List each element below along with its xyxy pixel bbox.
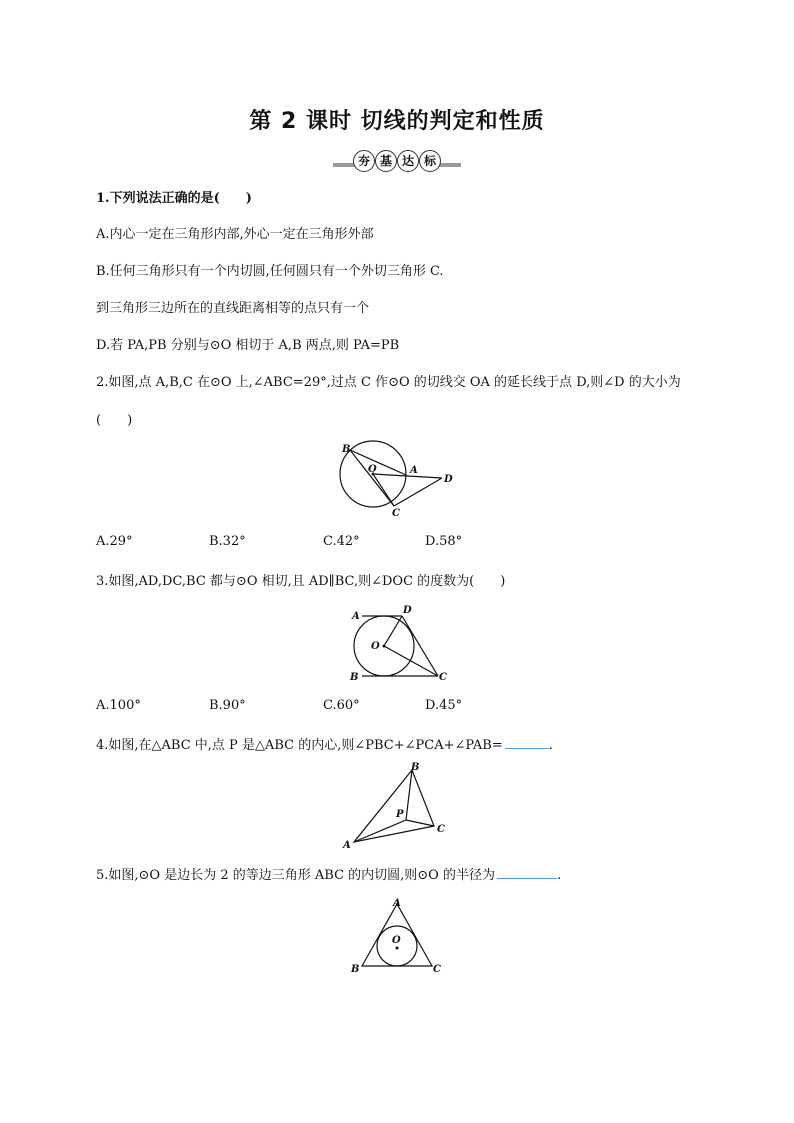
q4-label-c: C [437, 824, 445, 835]
q4-answer-blank[interactable] [505, 736, 549, 749]
q3-label-d: D [403, 605, 412, 616]
q5-center-dot [396, 947, 399, 950]
badge-char-3: 达 [397, 150, 419, 172]
q2-stem: 2.如图,点 A,B,C 在⊙O 上,∠ABC=29°,过点 C 作⊙O 的切线交 OA 的延长线于点 D,则∠D 的大小为 [96, 375, 681, 390]
q2-choice-a: A.29° [96, 534, 133, 549]
q4-stem: 4.如图,在△ABC 中,点 P 是△ABC 的内心,则∠PBC+∠PCA+∠PAB= [96, 738, 503, 753]
q1-option-b: B.任何三角形只有一个内切圆,任何圆只有一个外切三角形 C. [96, 264, 444, 279]
q5-label-b: B [351, 964, 360, 975]
q2-choice-c: C.42° [323, 534, 360, 549]
q1-stem: 1.下列说法正确的是( ) [96, 191, 252, 206]
q4-segment-pc [406, 820, 434, 826]
q2-paren: ( ) [96, 413, 133, 428]
q4-segment-pb [406, 770, 412, 820]
q3-segment-oc [384, 646, 438, 676]
q4-triangle [354, 770, 434, 842]
q5-label-c: C [433, 964, 441, 975]
q2-segment-od [373, 474, 442, 478]
q3-figure [340, 600, 460, 684]
q5-label-o: O [392, 935, 401, 946]
q2-segment-ba [350, 450, 406, 475]
q5-end: . [556, 868, 562, 883]
page-title: 第 2 课时 切线的判定和性质 [249, 109, 545, 134]
q3-choice-c: C.60° [323, 698, 360, 713]
q2-label-c: C [392, 508, 400, 519]
q5-incircle [377, 926, 417, 966]
q3-label-o: O [371, 641, 380, 652]
q4-segment-pa [354, 820, 406, 842]
q3-segment-od [384, 616, 402, 646]
q2-choice-b: B.32° [209, 534, 246, 549]
q5-stem: 5.如图,⊙O 是边长为 2 的等边三角形 ABC 的内切圆,则⊙O 的半径为 [96, 868, 495, 883]
q4-label-a: A [343, 840, 351, 851]
q2-label-a: A [410, 465, 418, 476]
q3-stem: 3.如图,AD,DC,BC 都与⊙O 相切,且 AD∥BC,则∠DOC 的度数为( ) [96, 574, 506, 589]
q1-option-d: D.若 PA,PB 分别与⊙O 相切于 A,B 两点,则 PA=PB [96, 338, 400, 353]
q4-label-p: P [396, 809, 404, 820]
q5-figure [344, 896, 454, 978]
badge-char-4: 标 [419, 150, 441, 172]
q3-tangent-dc [402, 616, 438, 676]
q2-label-d: D [444, 474, 453, 485]
q2-choice-d: D.58° [425, 534, 463, 549]
q4-figure [340, 762, 460, 852]
badge-right-bar [439, 163, 461, 167]
q3-label-b: B [350, 672, 359, 683]
q3-choice-d: D.45° [425, 698, 463, 713]
q1-option-c: 到三角形三边所在的直线距离相等的点只有一个 [96, 301, 370, 316]
q4-line [96, 734, 553, 753]
q2-label-o: O [368, 464, 377, 475]
badge-char-2: 基 [375, 150, 397, 172]
q5-label-a: A [393, 898, 401, 909]
q3-center-dot [383, 645, 386, 648]
q2-figure [330, 440, 470, 520]
q3-choice-b: B.90° [209, 698, 246, 713]
q2-segment-oc [373, 474, 394, 506]
q5-answer-blank[interactable] [497, 866, 557, 879]
section-badge [333, 150, 461, 172]
badge-char-1: 夯 [353, 150, 375, 172]
q3-label-a: A [352, 611, 360, 622]
q5-line [96, 864, 561, 883]
q3-choice-a: A.100° [96, 698, 141, 713]
q1-option-a: A.内心一定在三角形内部,外心一定在三角形外部 [96, 227, 374, 242]
q4-label-b: B [411, 762, 420, 773]
badge-left-bar [333, 163, 355, 167]
q4-end: . [548, 738, 553, 753]
q2-label-b: B [342, 444, 351, 455]
q3-label-c: C [439, 672, 447, 683]
q2-segment-bc [350, 450, 394, 506]
